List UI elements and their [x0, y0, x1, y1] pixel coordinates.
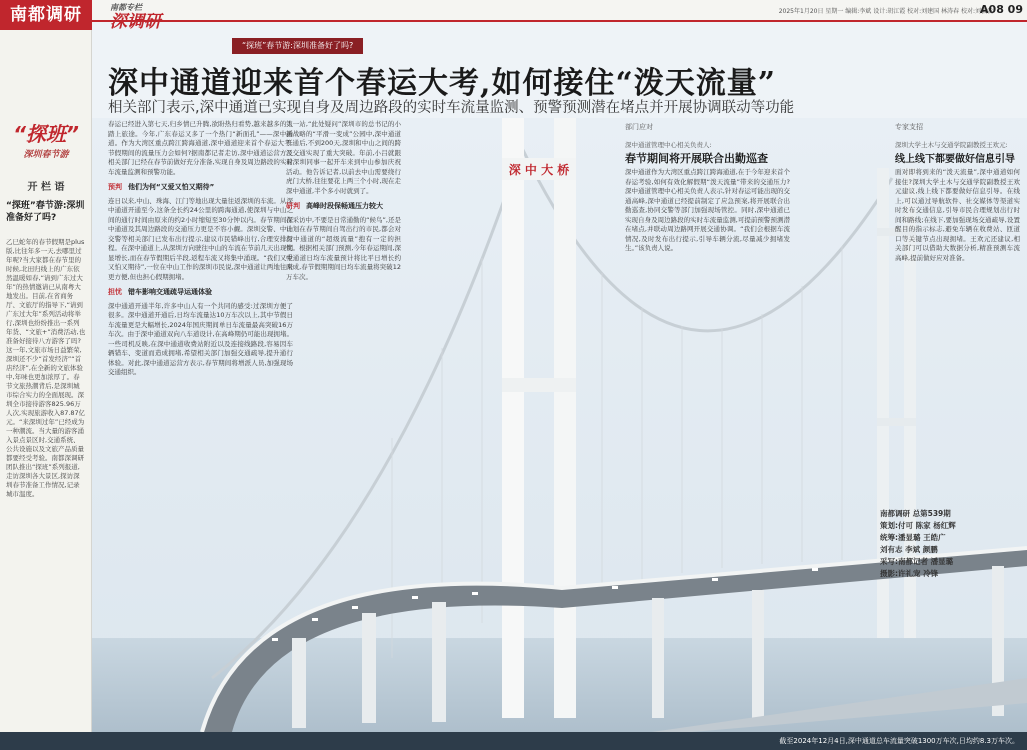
column-logo [110, 2, 170, 38]
section-heading-analysis [286, 202, 401, 212]
department-body: 深中通道作为大湾区重点跨江跨海通道,在于今年迎来首个春运考验,如何有效化解假期“泼天流量”带来的交通压力?深中通道管理中心相关负责人表示,针对春运可能出现的交通高峰,深中通道已经提前制定了应急预案,将开展联合出勤巡查,协同交警等部门加强现场管控。同时,深中通道已实现自身及周边路段的实时车流量监测,可提前预警预测潜在堵点,并联动周边路网开展交通协调。“我们会根据车流情况,及时发布出行提示,引导车辆分流,尽量减少拥堵发生。”该负责人说。 [625, 168, 790, 252]
sidebar-logo-small: 深圳春节游 [23, 150, 69, 160]
intro-paragraph: 春运已经进入第七天,归乡情已升腾,欲盼热归看势,越来越多的人踏上旅途。今年,广东春运又多了一个热门“新面孔”——深中通道。作为大湾区重点跨江跨海通道,深中通道迎来首个春运大考,节假期间的流量压力会如何?据南都记者走访,深中通道运营方及相关部门已经在春节前做好充分准备,实现自身及周边路段的实时车流量监测和预警功能。 [108, 120, 293, 176]
section-label: 担忧 [108, 288, 122, 296]
subheadline: 相关部门表示,深中通道已实现自身及周边路段的实时车流量监测、预警预测潜在堵点并开展协调联动等功能 [108, 100, 795, 116]
section-heading-worry [108, 288, 293, 298]
credit-line: 南都调研 总第539期 [880, 509, 951, 518]
page-number: A08 09 [980, 3, 1023, 16]
department-title: 春节期间将开展联合出勤巡查 [625, 152, 768, 165]
credit-line: 刘有志 李斌 颜鹏 [880, 545, 938, 554]
sidebar-logo [10, 118, 82, 160]
section-label: 研判 [286, 202, 300, 210]
credit-line: 摄影:许礼宠 冷锋 [880, 569, 939, 578]
photo-caption: 截至2024年12月4日,深中通道总车流量突破1300万车次,日均约8.3万车次。 [779, 737, 1019, 745]
section-title: 高峰时段保畅通压力较大 [306, 202, 383, 210]
sidebar-logo-big: “探班” [13, 122, 79, 146]
sidebar-author: 开 栏 语 [27, 182, 65, 193]
credits-box [880, 508, 1020, 580]
article-column-1 [108, 120, 293, 730]
credit-line: 采写:南都记者 潘显璐 [880, 557, 954, 566]
section-body: 在采访中,不要是日常通勤的“候鸟”,还是计划在春节期间自驾出行的市民,都会对深中通道的“超级流量”抱有一定的担忧。根据相关部门预测,今年春运期间,深中通道日均车流量预计将比平日增长约两成,春节假期期间日均车流量将突破12万车次。 [286, 215, 401, 281]
credit-line: 策划:付可 陈家 杨红辉 [880, 521, 956, 530]
expert-body: 面对即将到来的“泼天流量”,深中通道如何接住?深圳大学土木与交通学院副教授王欢元建议,线上线下都要做好信息引导。在线上,可以通过导航软件、社交媒体等渠道实时发布交通信息,引导市民合理规划出行时间和路线;在线下,要加强现场交通疏导,设置醒目的指示标志,避免车辆在收费站、匝道口等关键节点出现拥堵。王欢元还建议,相关部门可以借助大数据分析,精准预测车流高峰,提前做好应对准备。 [895, 168, 1020, 262]
kicker-banner: “探班”春节游:深圳准备好了吗? [232, 38, 363, 54]
section-heading-predict [108, 183, 293, 193]
sidebar-question: “探班”春节游:深圳准备好了吗? [6, 201, 85, 223]
tower-sign: 深 中 大 桥 [508, 163, 570, 177]
section-body: 深中通道开通半年,许多中山人有一个共同的感受:过深圳方便了很多。深中通道开通后,日均车流量达10万车次以上,其中节假日车流量更是大幅增长,2024年国庆期间单日车流量最高突破16万车次。由于深中通道双向八车道设计,在高峰期仍可能出现拥堵。一些司机反映,在深中通道收费站附近以及连接线路段,容易因车辆错车、变道而造成拥堵,希望相关部门加强交通疏导,提升通行体验。对此,深中通道运营方表示,春节期间将增派人员,加强现场交通组织。 [108, 301, 293, 376]
credit-line: 统筹:潘显璐 王皓广 [880, 533, 946, 542]
sidebar-body: 乙巳蛇年的春节假期是plus版,比往年多一天,去哪里过年呢?当大家都在春节里的时候,北田归线上的广东依然温暖如春,“请到广东过大年”的热情邀请已从南粤大地发出。目前,在省商务厅、文旅厅的指导下,“请到广东过大年”系列活动将举行,深圳也纷纷推出一系列年货、“文旅+”消费活动,也准备好接待八方游客了吗?这一年,文旅市场日益繁荣,深圳还不少“首发经济”“首店经济”,在全新的文旅体验中,年味也更加浓厚了。春节文旅热潮背后,是深圳城市综合实力的全面展现。深圳全市接待游客825.96万人次,实现旅游收入87.87亿元。“来深圳过年”已经成为一种潮流。当大量的游客涌入景点景区时,交通系统、公共设施以及文旅产品质量都要经受考验。南都深调研团队推出“探班”系列报道,走访深圳各大景区,探访深圳春节准备工作情况,记录城市温度。 [6, 238, 86, 498]
brand-logo: 南都调研 [0, 0, 92, 30]
sidebar [0, 30, 92, 750]
section-title: 他们为何“又爱又怕又期待” [128, 183, 215, 191]
expert-speaker: 深圳大学土木与交通学院副教授王欢元: [895, 141, 1008, 149]
column-logo-big: 深调研 [110, 12, 161, 32]
section-title: 错车影响交通疏导运通体验 [128, 288, 212, 296]
headline: 深中通道迎来首个春运大考,如何接住“泼天流量” [108, 66, 776, 101]
section-label: 预判 [108, 183, 122, 191]
page-info: 2025年1月20日 星期一 编辑:李斌 设计:胡江霞 校对:刘建国 林涛春 校对:刘毅发 [778, 8, 993, 15]
column-logo-small: 南都专栏 [110, 3, 142, 12]
section-head-expert: 专家支招 [895, 123, 923, 131]
department-speaker: 深中通道管理中心相关负责人: [625, 141, 712, 149]
expert-title: 线上线下都要做好信息引导 [895, 154, 1015, 165]
article-column-2 [286, 120, 401, 540]
section-body: 连日以来,中山、珠海、江门等地出现大量往返深圳的车流。从深中通道开通至今,这条全长约24公里的跨海通道,使深圳与中山之间的通行时间由原来的约2小时缩短至30分钟以内。春节期间深中通道及其周边路段的交通压力更是不容小觑。深圳交警、中山交警等相关部门已发布出行提示,建议市民错峰出行,合理安排行程。在深中通道上,从深圳方向驶往中山的车流在节前几天出现明显增长,而在春节假期后半段,返程车流又将集中涌现。“我们又爱又怕又期待”,一位在中山工作的深圳市民说,深中通道让两地往来更方便,但也担心假期拥堵。 [108, 196, 293, 281]
section-head-department: 部门应对 [625, 123, 653, 131]
paragraph: 第一站,“此处疑问”深圳市的总书记的小新战略的“平滑一变成”公园中,深中通道开通后,不到200天,深圳和中山之间的跨江交通实现了重大突破。年前,小吕就跟着深圳同事一起开车来到中山参加庆祝活动。他告诉记者,以前去中山需要绕行虎门大桥,往往要花上两三个小时,现在走深中通道,半个多小时就到了。 [286, 120, 401, 195]
